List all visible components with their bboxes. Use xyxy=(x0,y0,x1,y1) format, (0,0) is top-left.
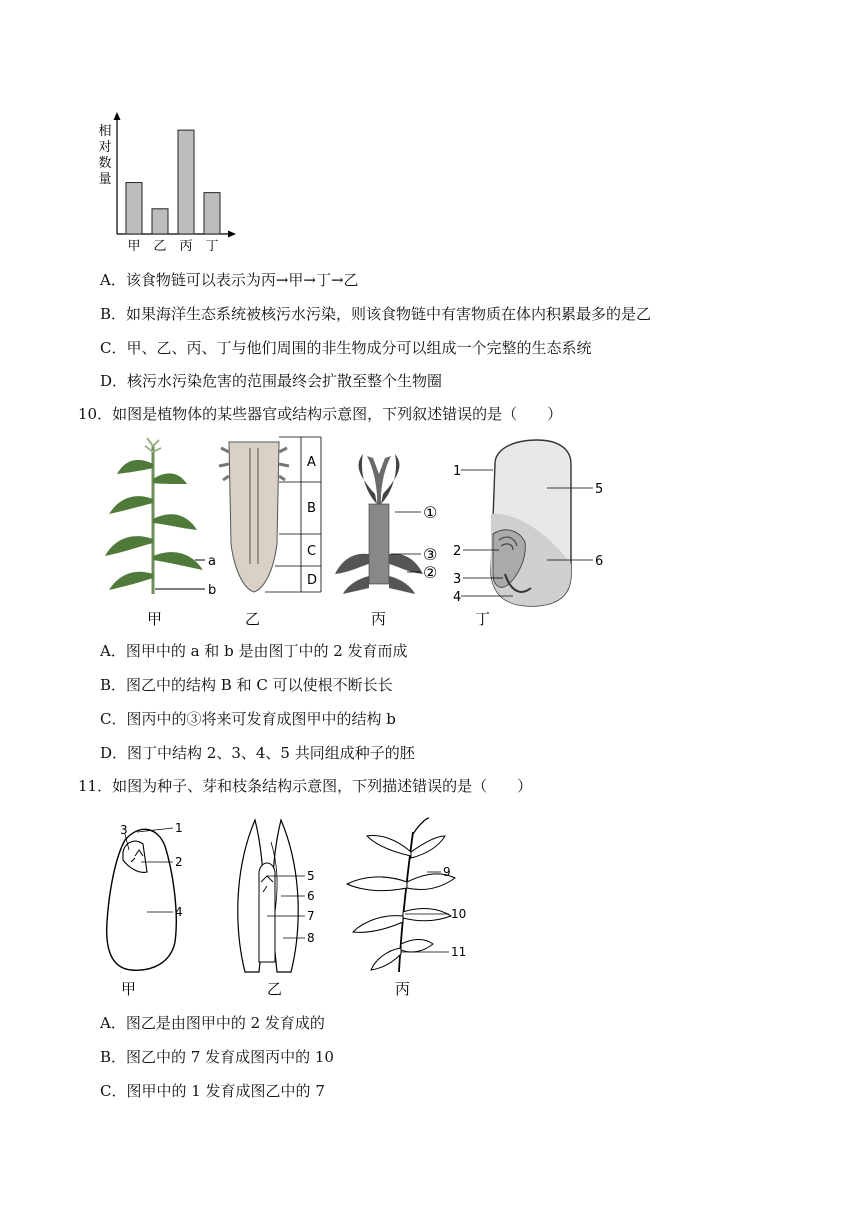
label-10: 10 xyxy=(451,907,467,921)
root-tip-diagram xyxy=(219,437,321,628)
q10-figure xyxy=(95,434,625,634)
label-circle-1: ① xyxy=(423,503,438,522)
y-axis-arrow xyxy=(114,112,121,120)
label-2: 2 xyxy=(175,855,183,869)
bar-2 xyxy=(178,130,194,234)
svg-text:相对数量: 相对数量 xyxy=(98,124,112,187)
label-a: a xyxy=(208,554,216,569)
label-2: 2 xyxy=(453,544,462,559)
bar-1 xyxy=(152,209,168,234)
q11-option-a: A．图乙是由图甲中的 2 发育成的 xyxy=(100,1014,325,1032)
q10-option-c: C．图丙中的③将来可发育成图甲中的结构 b xyxy=(100,710,396,728)
label-1: 1 xyxy=(453,464,462,479)
label-circle-3: ③ xyxy=(423,545,438,564)
tick-label-2: 丙 xyxy=(179,239,193,254)
label-3: 3 xyxy=(453,572,462,587)
corn-seed-diagram xyxy=(453,440,603,628)
label-zone-d: D xyxy=(307,573,318,588)
plant-diagram xyxy=(105,438,216,628)
branch-diagram xyxy=(347,818,466,998)
q9-option-a: A．该食物链可以表示为丙→甲→丁→乙 xyxy=(100,271,359,289)
q11-figure xyxy=(95,812,485,1004)
caption-bing: 丙 xyxy=(371,610,387,628)
label-zone-a: A xyxy=(307,455,316,470)
q10-stem: 10．如图是植物体的某些器官或结构示意图，下列叙述错误的是（ ） xyxy=(78,405,563,423)
q9-option-b: B．如果海洋生态系统被核污水污染，则该食物链中有害物质在体内积累最多的是乙 xyxy=(100,305,652,323)
label-zone-b: B xyxy=(307,501,316,516)
label-5: 5 xyxy=(595,482,604,497)
bar-3 xyxy=(204,193,220,234)
caption-yi: 乙 xyxy=(245,610,261,628)
bar-0 xyxy=(126,183,142,234)
bean-seed-diagram xyxy=(107,821,183,998)
label-6: 6 xyxy=(595,554,604,569)
q11-stem: 11．如图为种子、芽和枝条结构示意图，下列描述错误的是（ ） xyxy=(78,777,533,795)
label-8: 8 xyxy=(307,931,315,945)
caption-ding: 丁 xyxy=(475,610,491,628)
tick-label-1: 乙 xyxy=(153,239,167,254)
caption-jia: 甲 xyxy=(147,610,163,628)
label-4: 4 xyxy=(175,905,183,919)
q10-option-d: D．图丁中结构 2、3、4、5 共同组成种子的胚 xyxy=(100,744,415,762)
q9-bar-chart xyxy=(90,110,250,255)
q10-option-a: A．图甲中的 a 和 b 是由图丁中的 2 发育而成 xyxy=(100,642,408,660)
q10-option-b: B．图乙中的结构 B 和 C 可以使根不断长长 xyxy=(100,676,393,694)
label-6: 6 xyxy=(307,889,315,903)
q9-option-d: D．核污水污染危害的范围最终会扩散至整个生物圈 xyxy=(100,372,443,390)
caption-yi: 乙 xyxy=(267,980,283,998)
tick-label-0: 甲 xyxy=(127,239,141,254)
label-1: 1 xyxy=(175,821,183,835)
label-circle-2: ② xyxy=(423,563,438,582)
label-7: 7 xyxy=(307,909,315,923)
q11-option-c: C．图甲中的 1 发育成图乙中的 7 xyxy=(100,1082,325,1100)
caption-bing: 丙 xyxy=(395,980,411,998)
label-4: 4 xyxy=(453,590,462,605)
label-3: 3 xyxy=(120,823,128,837)
y-axis-label xyxy=(98,123,111,187)
caption-jia: 甲 xyxy=(121,980,137,998)
leaf-bud-diagram xyxy=(238,820,315,998)
label-zone-c: C xyxy=(307,544,317,559)
label-5: 5 xyxy=(307,869,315,883)
q9-option-c: C．甲、乙、丙、丁与他们周围的非生物成分可以组成一个完整的生态系统 xyxy=(100,339,592,357)
label-b: b xyxy=(208,583,217,598)
x-axis-arrow xyxy=(228,231,236,238)
q11-option-b: B．图乙中的 7 发育成图丙中的 10 xyxy=(100,1048,334,1066)
tick-label-3: 丁 xyxy=(205,239,219,254)
bud-diagram xyxy=(335,454,437,628)
label-11: 11 xyxy=(451,945,467,959)
label-9: 9 xyxy=(443,865,451,879)
